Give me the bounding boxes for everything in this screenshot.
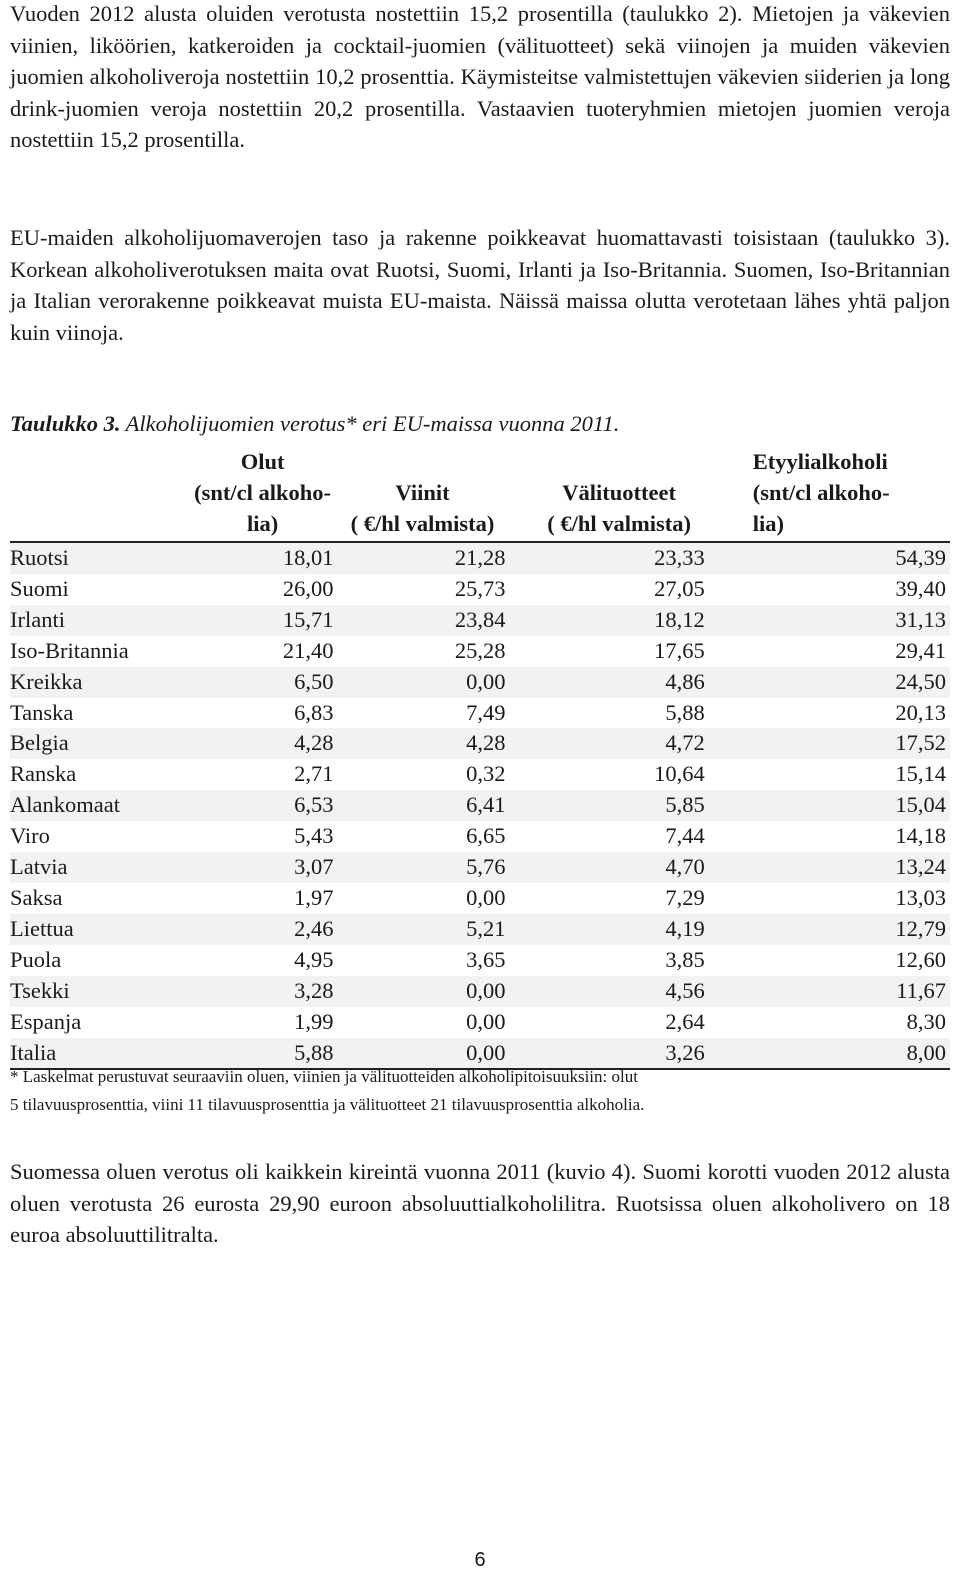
- cell-ethyl: 54,39: [743, 542, 950, 574]
- table-row: [10, 883, 950, 914]
- cell-wine: 6,41: [340, 790, 534, 821]
- cell-intermediate: 4,86: [533, 667, 742, 698]
- cell-ethyl: 11,67: [743, 976, 950, 1007]
- cell-ethyl: 13,03: [895, 884, 946, 910]
- table-row: [10, 790, 950, 821]
- cell-wine: 0,00: [466, 884, 506, 910]
- cell-intermediate: 7,44: [665, 823, 705, 849]
- header-line: (snt/cl alkoho-: [194, 480, 332, 505]
- table-row: [10, 636, 950, 667]
- cell-wine: 5,76: [340, 852, 534, 883]
- cell-wine: 0,00: [340, 1038, 534, 1070]
- cell-beer: 21,40: [282, 637, 334, 663]
- table-row: [10, 605, 950, 636]
- cell-country: Saksa: [10, 884, 63, 910]
- cell-beer: 4,95: [294, 946, 334, 972]
- cell-ethyl: 17,52: [743, 728, 950, 759]
- cell-wine: 4,28: [340, 728, 534, 759]
- cell-intermediate: 7,29: [665, 884, 705, 910]
- header-wine: [340, 446, 534, 542]
- header-beer: [192, 446, 340, 542]
- cell-ethyl: 29,41: [895, 637, 946, 663]
- cell-ethyl: 39,40: [895, 575, 946, 601]
- cell-beer: 18,01: [192, 542, 340, 574]
- cell-intermediate: 4,56: [533, 976, 742, 1007]
- closing-paragraph: Suomessa oluen verotus oli kaikkein kireintä vuonna 2011 (kuvio 4). Suomi korotti vuoden 2012 alusta oluen verotusta 26 eurosta 29,90 euroon absoluuttialkoholilitra. Ruotsissa oluen alkoholivero on 18 euroa absoluuttilitralta.: [10, 1159, 950, 1247]
- table-row: [10, 914, 950, 945]
- header-line: lia): [752, 511, 784, 536]
- cell-wine: 25,28: [454, 637, 506, 663]
- cell-ethyl: 20,13: [895, 699, 946, 725]
- intro-paragraph: Vuoden 2012 alusta oluiden verotusta nostettiin 15,2 prosentilla (taulukko 2). Mietojen ja väkevien viinien, liköörien, katkeroiden ja cocktail-juomien (välituotteet) sekä viinojen ja muiden väkevien juomien alkoholiveroja nostettiin 10,2 prosenttia. Käymisteitse valmistettujen väkevien siiderien ja long drink-juomien veroja nostettiin 20,2 prosentilla. Vastaavien tuoteryhmien mietojen juomien veroja nostettiin 15,2 prosentilla.: [10, 1, 950, 152]
- header-line: ( €/hl valmista): [547, 511, 691, 536]
- cell-intermediate: 10,64: [654, 761, 705, 787]
- alcohol-tax-table: [10, 446, 950, 1070]
- cell-country: Viro: [10, 823, 50, 849]
- cell-ethyl: 13,24: [743, 852, 950, 883]
- cell-wine: 0,00: [466, 1008, 506, 1034]
- footnote-line-2: 5 tilavuusprosenttia, viini 11 tilavuusprosenttia ja välituotteet 21 tilavuusprosenttia alkoholia.: [10, 1095, 645, 1114]
- cell-country: Tsekki: [10, 976, 192, 1007]
- cell-beer: 4,28: [192, 728, 340, 759]
- cell-wine: 7,49: [466, 699, 506, 725]
- cell-ethyl: 14,18: [895, 823, 946, 849]
- cell-country: Ruotsi: [10, 542, 192, 574]
- eu-comparison-paragraph: EU-maiden alkoholijuomaverojen taso ja rakenne poikkeavat huomattavasti toisistaan (taulukko 3). Korkean alkoholiverotuksen maita ovat Ruotsi, Suomi, Irlanti ja Iso-Britannia. Suomen, Iso-Britannian ja Italian verorakenne poikkeavat muista EU-maista. Näissä maissa olutta verotetaan lähes yhtä paljon kuin viinoja.: [10, 225, 950, 345]
- cell-intermediate: 4,19: [533, 914, 742, 945]
- cell-country: Suomi: [10, 575, 69, 601]
- cell-intermediate: 5,85: [533, 790, 742, 821]
- cell-beer: 2,46: [192, 914, 340, 945]
- table-row: [10, 728, 950, 759]
- table-row: [10, 852, 950, 883]
- header-line: lia): [246, 511, 279, 536]
- table-caption-label: Taulukko 3.: [10, 411, 121, 436]
- header-ethyl: [743, 446, 950, 542]
- header-line: ( €/hl valmista): [350, 511, 495, 536]
- cell-country: Belgia: [10, 728, 192, 759]
- cell-beer: 6,83: [294, 699, 334, 725]
- header-line: Olut: [240, 449, 285, 474]
- table-row: [10, 945, 950, 976]
- table-caption-text: Alkoholijuomien verotus* eri EU-maissa vuonna 2011.: [120, 411, 620, 436]
- cell-country: Alankomaat: [10, 790, 192, 821]
- cell-country: Tanska: [10, 699, 74, 725]
- cell-beer: 26,00: [282, 575, 334, 601]
- cell-ethyl: 8,30: [906, 1008, 946, 1034]
- cell-beer: 6,53: [192, 790, 340, 821]
- cell-beer: 5,88: [192, 1038, 340, 1070]
- header-country: [10, 446, 192, 542]
- cell-intermediate: 5,88: [665, 699, 705, 725]
- cell-ethyl: 12,79: [743, 914, 950, 945]
- table-row: [10, 1007, 950, 1038]
- cell-intermediate: 3,26: [533, 1038, 742, 1070]
- cell-ethyl: 31,13: [743, 605, 950, 636]
- table-caption: [10, 411, 619, 437]
- header-line: Välituotteet: [562, 480, 676, 505]
- table-header-row: [10, 446, 950, 542]
- table-row: [10, 698, 950, 729]
- cell-intermediate: 18,12: [533, 605, 742, 636]
- cell-ethyl: 24,50: [743, 667, 950, 698]
- cell-wine: 6,65: [466, 823, 506, 849]
- table-row: [10, 574, 950, 605]
- cell-wine: 3,65: [466, 946, 506, 972]
- table-row: [10, 821, 950, 852]
- cell-country: Puola: [10, 946, 62, 972]
- page-number: 6: [474, 1549, 486, 1571]
- table-body: [10, 542, 950, 1069]
- cell-country: Kreikka: [10, 667, 192, 698]
- cell-intermediate: 23,33: [533, 542, 742, 574]
- cell-intermediate: 4,70: [533, 852, 742, 883]
- footnote-line-1: * Laskelmat perustuvat seuraaviin oluen, viinien ja välituotteiden alkoholipitoisuuksiin: olut: [10, 1067, 638, 1086]
- cell-beer: 1,99: [294, 1008, 334, 1034]
- cell-intermediate: 4,72: [533, 728, 742, 759]
- cell-beer: 15,71: [192, 605, 340, 636]
- cell-ethyl: 15,14: [895, 761, 946, 787]
- cell-wine: 23,84: [340, 605, 534, 636]
- header-intermediate: [533, 446, 742, 542]
- cell-beer: 1,97: [294, 884, 334, 910]
- cell-intermediate: 2,64: [665, 1008, 705, 1034]
- cell-country: Espanja: [10, 1008, 82, 1034]
- cell-intermediate: 3,85: [665, 946, 705, 972]
- header-line: Viinit: [395, 480, 450, 505]
- cell-country: Liettua: [10, 914, 192, 945]
- cell-wine: 21,28: [340, 542, 534, 574]
- cell-intermediate: 27,05: [654, 575, 705, 601]
- table-row: [10, 667, 950, 698]
- cell-wine: 0,32: [466, 761, 506, 787]
- cell-wine: 5,21: [340, 914, 534, 945]
- cell-country: Italia: [10, 1038, 192, 1070]
- cell-intermediate: 17,65: [654, 637, 705, 663]
- cell-ethyl: 15,04: [743, 790, 950, 821]
- table-footnote: [10, 1063, 950, 1119]
- header-line: Etyylialkoholi: [752, 449, 888, 474]
- cell-wine: 0,00: [340, 976, 534, 1007]
- cell-country: Latvia: [10, 852, 192, 883]
- cell-country: Irlanti: [10, 605, 192, 636]
- cell-ethyl: 8,00: [743, 1038, 950, 1070]
- table-row: [10, 976, 950, 1007]
- cell-ethyl: 12,60: [895, 946, 946, 972]
- table-row: [10, 759, 950, 790]
- cell-beer: 3,28: [192, 976, 340, 1007]
- header-line: (snt/cl alkoho-: [752, 480, 890, 505]
- cell-beer: 2,71: [294, 761, 334, 787]
- cell-beer: 3,07: [192, 852, 340, 883]
- cell-beer: 5,43: [294, 823, 334, 849]
- cell-country: Ranska: [10, 761, 77, 787]
- cell-country: Iso-Britannia: [10, 637, 129, 663]
- cell-wine: 25,73: [454, 575, 506, 601]
- table-row: [10, 542, 950, 574]
- cell-beer: 6,50: [192, 667, 340, 698]
- cell-wine: 0,00: [340, 667, 534, 698]
